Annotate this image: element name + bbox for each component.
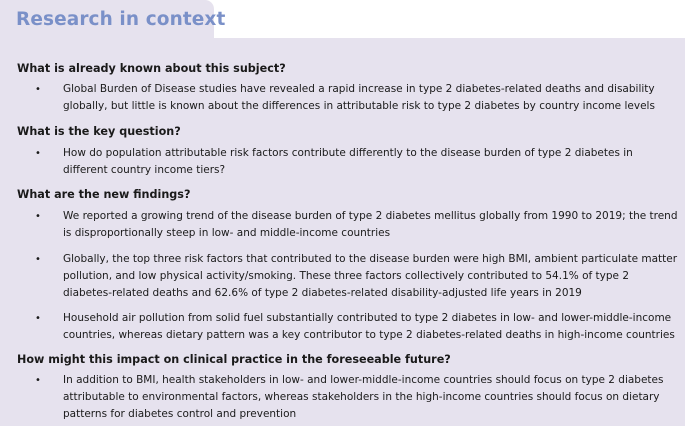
bullet-text: Household air pollution from solid fuel substantially contributed to type 2 diabetes in low- and lower-middle-income countries, whereas dietary pattern was a key contributor to type 2 diabetes-related deaths in high-income countries xyxy=(63,312,675,341)
bullet-text: We reported a growing trend of the disease burden of type 2 diabetes mellitus globally from 1990 to 2019; the trend is disproportionally steep in low- and middle-income countries xyxy=(63,210,678,239)
bullet-icon: • xyxy=(35,375,41,386)
section-question: What is already known about this subject? xyxy=(17,62,286,75)
bullet-icon: • xyxy=(35,148,41,159)
bullet-text: In addition to BMI, health stakeholders in low- and lower-middle-income countries should focus on type 2 diabetes attributable to environmental factors, whereas stakeholders in the high-income countries should focus on dietary patterns for diabetes control and prevention xyxy=(63,374,664,420)
bullet-text: Global Burden of Disease studies have revealed a rapid increase in type 2 diabetes-related deaths and disability globally, but little is known about the differences in attributable risk to type 2 diabetes by country income levels xyxy=(63,83,655,112)
section-question: What is the key question? xyxy=(17,125,181,138)
bullet-text: How do population attributable risk factors contribute differently to the disease burden of type 2 diabetes in different country income tiers? xyxy=(63,147,633,176)
header-tab xyxy=(0,0,226,40)
bullet-icon: • xyxy=(35,254,41,265)
content-panel xyxy=(0,38,685,426)
bullet-text: Globally, the top three risk factors that contributed to the disease burden were high BMI, ambient particulate matter pollution, and low physical activity/smoking. These three factors collectively contributed to 54.1% of type 2 diabetes-related deaths and 62.6% of type 2 diabetes-related disability-adjusted life years in 2019 xyxy=(63,253,678,299)
section-question: What are the new findings? xyxy=(17,188,191,201)
bullet-icon: • xyxy=(35,84,41,95)
bullet-icon: • xyxy=(35,211,41,222)
box-title: Research in context xyxy=(16,9,226,30)
section-question: How might this impact on clinical practice in the foreseeable future? xyxy=(17,353,451,366)
bullet-icon: • xyxy=(35,313,41,324)
